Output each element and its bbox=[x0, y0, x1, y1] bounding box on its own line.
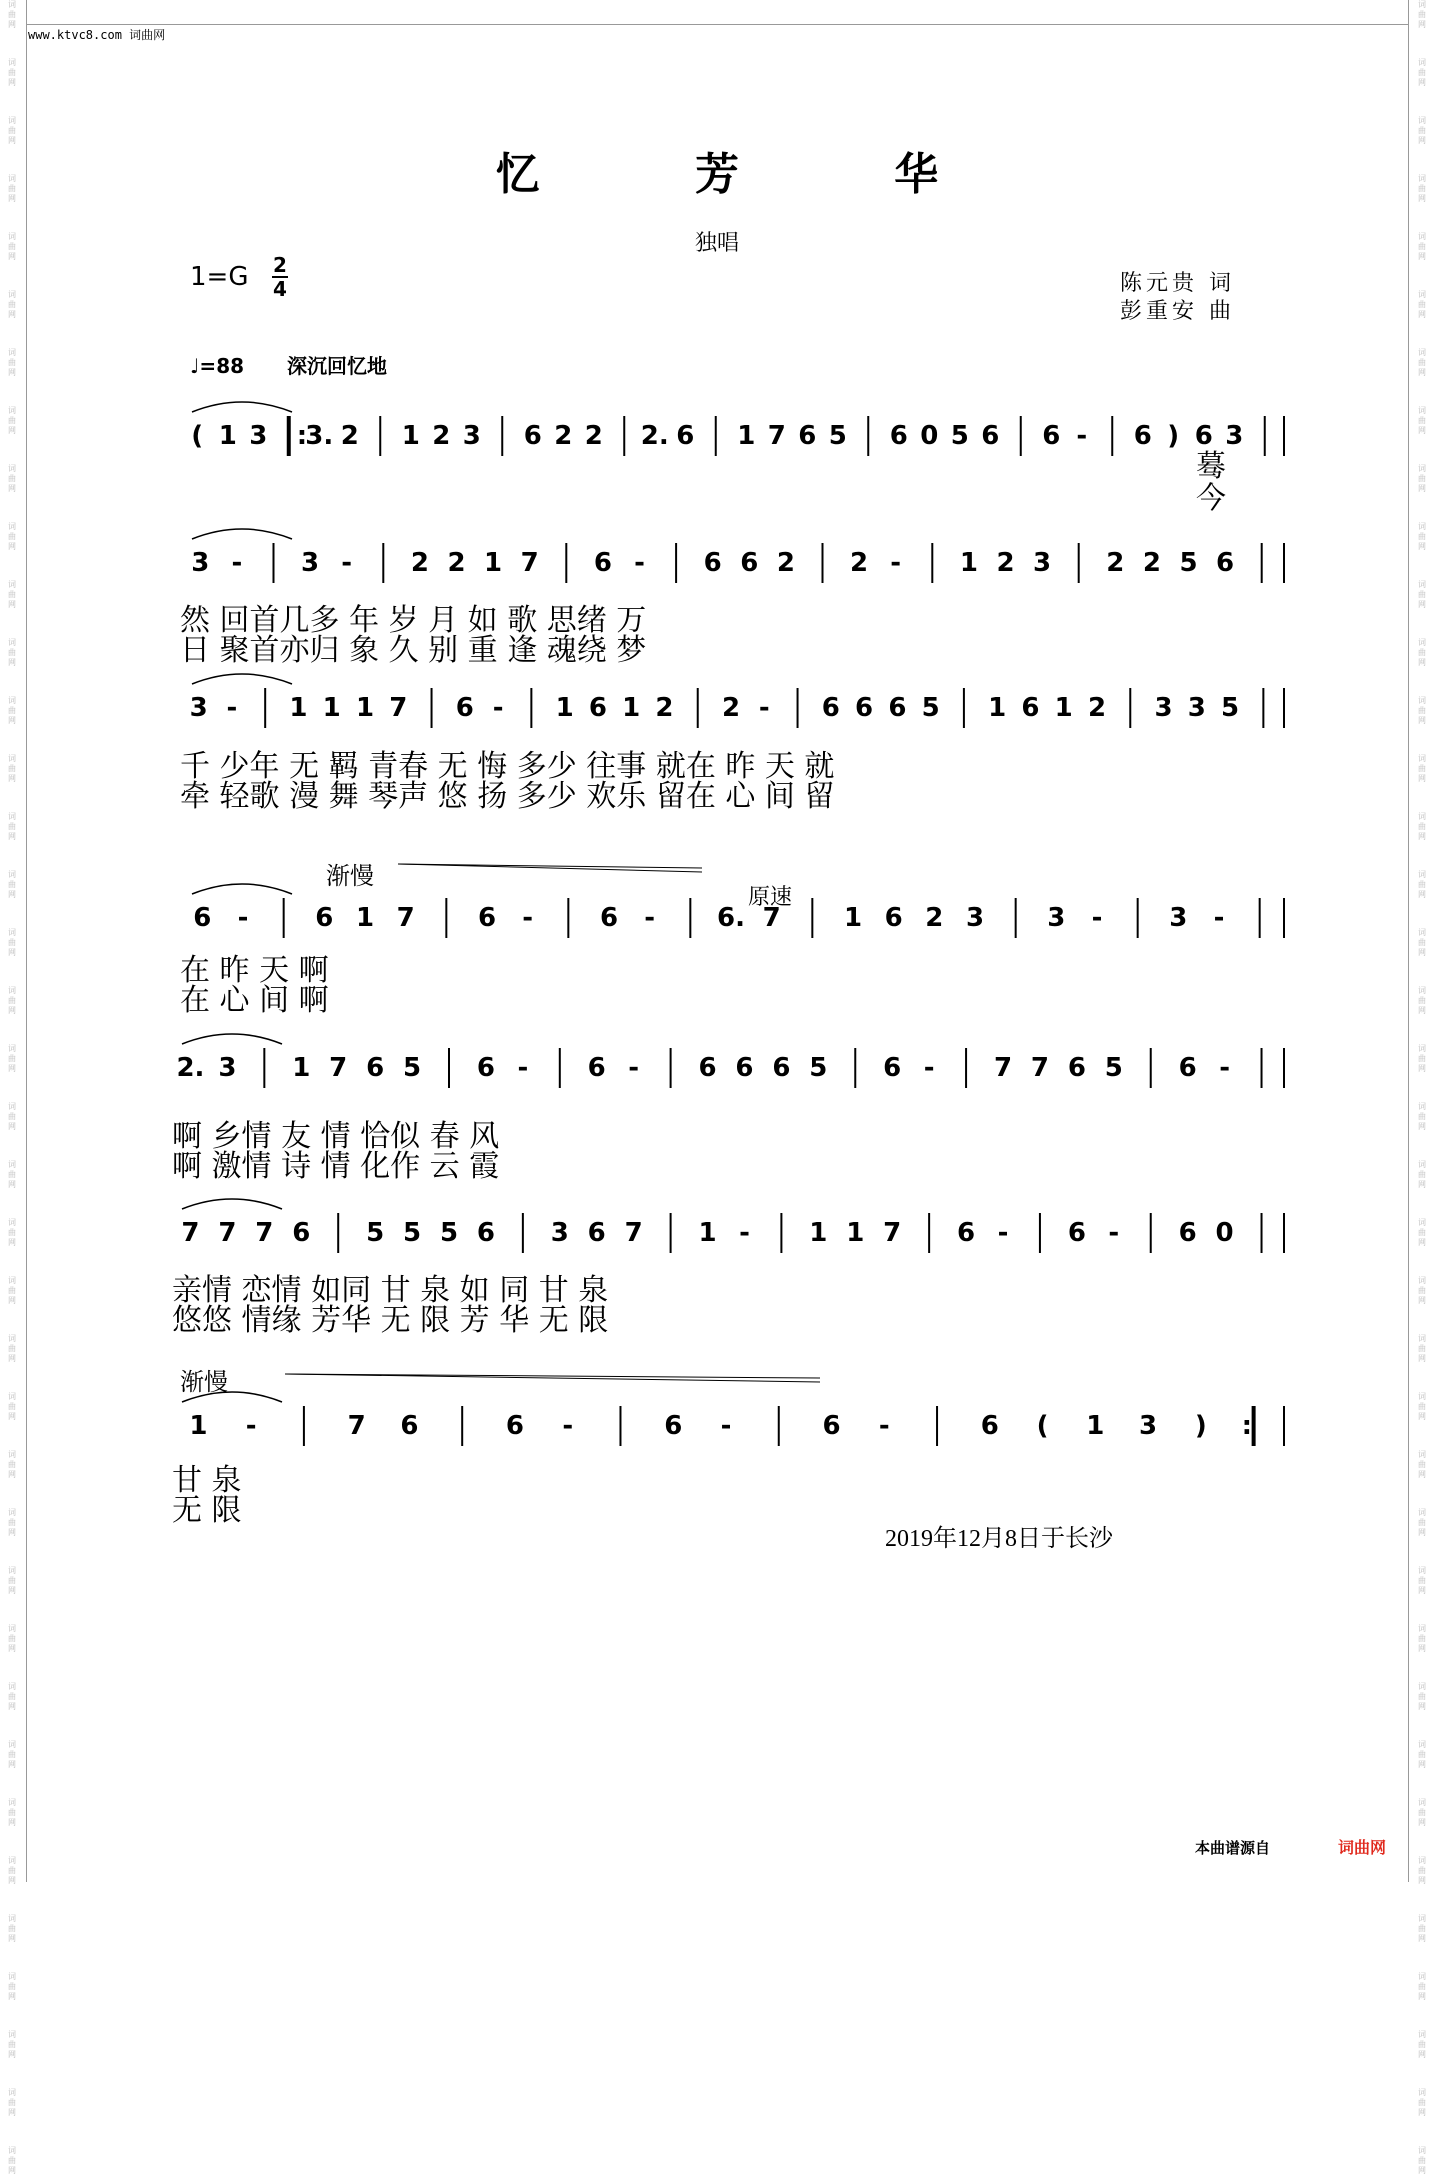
note: 3 bbox=[1187, 693, 1206, 723]
time-signature: 2 4 bbox=[273, 253, 287, 301]
note: 6 bbox=[1178, 1218, 1197, 1248]
note: - bbox=[720, 1411, 732, 1441]
margin-watermark-text: 词 曲 网 bbox=[8, 1914, 16, 1943]
margin-watermark-text: 词 曲 网 bbox=[8, 1044, 16, 1073]
margin-watermark-text: 词 曲 网 bbox=[8, 1856, 16, 1885]
note: 7 bbox=[347, 1411, 366, 1441]
note: 6 bbox=[1042, 421, 1061, 451]
note: 6 bbox=[366, 1053, 385, 1083]
note: 7 bbox=[762, 903, 781, 933]
margin-watermark-text: 词 曲 网 bbox=[8, 1566, 16, 1595]
note: 6 bbox=[822, 1411, 841, 1441]
margin-watermark-text: 词 曲 网 bbox=[1418, 1508, 1426, 1537]
note: 5 bbox=[921, 693, 940, 723]
subtitle: 独唱 bbox=[694, 231, 739, 256]
note: - bbox=[1091, 903, 1103, 933]
note: 6 bbox=[477, 903, 497, 933]
note: - bbox=[628, 1053, 640, 1083]
note: 3 bbox=[218, 1053, 237, 1083]
note: 6 bbox=[1178, 1053, 1197, 1083]
note: 6 bbox=[884, 903, 903, 933]
note: - bbox=[237, 903, 249, 933]
note: 2 bbox=[925, 903, 944, 933]
note: 3 bbox=[1139, 1411, 1158, 1441]
margin-watermark-text: 词 曲 网 bbox=[1418, 290, 1426, 319]
slur bbox=[192, 402, 292, 412]
lyric-row-7-verse-2: 无 限 bbox=[172, 1493, 242, 1528]
note: 5 bbox=[950, 421, 969, 451]
margin-watermark-text: 词 曲 网 bbox=[8, 1798, 16, 1827]
lyric-row-3-verse-1: 千 少年 无 羁 青春 无 悔 多少 往事 就在 昨 天 就 bbox=[180, 749, 835, 784]
note: 7 bbox=[767, 421, 786, 451]
note: 6 bbox=[676, 421, 695, 451]
margin-watermark-text: 词 曲 网 bbox=[1418, 1682, 1426, 1711]
note: 1 bbox=[698, 1218, 717, 1248]
note: 1 bbox=[959, 548, 978, 578]
top-frame-line bbox=[26, 24, 1408, 25]
note: - bbox=[341, 548, 353, 578]
date-note: 2019年12月8日于长沙 bbox=[885, 1526, 1113, 1552]
margin-watermark-text: 词 曲 网 bbox=[8, 754, 16, 783]
note: ) bbox=[1167, 421, 1180, 451]
margin-watermark-text: 词 曲 网 bbox=[1418, 116, 1426, 145]
lyric-row-4-verse-1: 在 昨 天 啊 bbox=[180, 953, 329, 988]
rit-hairpin-line bbox=[285, 1374, 820, 1382]
note: 6 bbox=[821, 693, 840, 723]
notation-row-2 bbox=[0, 525, 1434, 605]
note: - bbox=[1219, 1053, 1230, 1083]
note: 6. bbox=[717, 903, 745, 933]
note: 6 bbox=[772, 1053, 791, 1083]
margin-watermark-text: 词 曲 网 bbox=[1418, 1798, 1426, 1827]
margin-watermark-text: 词 曲 网 bbox=[8, 0, 16, 29]
note: 1 bbox=[189, 1411, 208, 1441]
lyric-row-7-verse-1: 甘 泉 bbox=[172, 1463, 242, 1498]
note: 2 bbox=[996, 548, 1015, 578]
margin-watermark-text: 词 曲 网 bbox=[8, 870, 16, 899]
note: - bbox=[1108, 1218, 1120, 1248]
footer-brand-link[interactable]: 词曲网 bbox=[1338, 1838, 1387, 1857]
note: 3. bbox=[305, 421, 334, 451]
margin-watermark-text: 词 曲 网 bbox=[8, 1334, 16, 1363]
margin-watermark-text: 词 曲 网 bbox=[1418, 58, 1426, 87]
note: - bbox=[1213, 903, 1225, 933]
note: 7 bbox=[255, 1218, 274, 1248]
note: 5 bbox=[1104, 1053, 1123, 1083]
notation-row-5 bbox=[0, 1030, 1434, 1120]
note: 6 bbox=[740, 548, 759, 578]
margin-watermark-text: 词 曲 网 bbox=[8, 348, 16, 377]
rit-mark-1: 渐慢 bbox=[326, 862, 374, 890]
lyric-row-5-verse-1: 啊 乡情 友 情 恰似 春 风 bbox=[172, 1119, 500, 1154]
slur bbox=[182, 1392, 282, 1402]
note: 6 bbox=[981, 421, 1000, 451]
note: 6 bbox=[587, 1218, 606, 1248]
margin-watermark-text: 词 曲 网 bbox=[1418, 1856, 1426, 1885]
note: 3 bbox=[1154, 693, 1173, 723]
lyricist-credit: 陈元贵 词 bbox=[1120, 271, 1235, 296]
note: - bbox=[878, 1411, 890, 1441]
note: 5 bbox=[1179, 548, 1198, 578]
notation-row-7 bbox=[0, 1368, 1434, 1468]
margin-watermark-text: 词 曲 网 bbox=[1418, 1102, 1426, 1131]
a-tempo-mark: 原速 bbox=[748, 885, 793, 910]
margin-watermark-text: 词 曲 网 bbox=[1418, 638, 1426, 667]
note: 6 bbox=[664, 1411, 683, 1441]
note: 1 bbox=[484, 548, 503, 578]
note: 7 bbox=[993, 1053, 1013, 1083]
tempo-expression: 深沉回忆地 bbox=[287, 354, 387, 378]
lyric-row-6-verse-1: 亲情 恋情 如同 甘 泉 如 同 甘 泉 bbox=[172, 1273, 609, 1308]
note: 6 bbox=[855, 693, 874, 723]
margin-watermark-text: 词 曲 网 bbox=[1418, 2088, 1426, 2117]
note: 2 bbox=[410, 548, 429, 578]
margin-watermark-text: 词 曲 网 bbox=[8, 812, 16, 841]
note: 1 bbox=[622, 693, 641, 723]
note: 1 bbox=[1054, 693, 1073, 723]
note: - bbox=[492, 693, 504, 723]
note: 7 bbox=[1030, 1053, 1049, 1083]
rit-mark-2: 渐慢 bbox=[180, 1368, 228, 1396]
note: 6 bbox=[883, 1053, 902, 1083]
margin-watermark-text: 词 曲 网 bbox=[1418, 464, 1426, 493]
margin-watermark-text: 词 曲 网 bbox=[8, 1972, 16, 2001]
note: 0 bbox=[1215, 1218, 1234, 1248]
note: 6 bbox=[193, 903, 212, 933]
margin-watermark-text: 词 曲 网 bbox=[1418, 2030, 1426, 2059]
note: 2 bbox=[1087, 693, 1107, 723]
rit-hairpin-line bbox=[285, 1374, 820, 1378]
note: 3 bbox=[550, 1218, 569, 1248]
note: - bbox=[231, 548, 243, 578]
note: 6 bbox=[698, 1053, 717, 1083]
note: 1 bbox=[988, 693, 1007, 723]
margin-watermark-text: 词 曲 网 bbox=[1418, 1624, 1426, 1653]
note: - bbox=[562, 1411, 574, 1441]
note: - bbox=[739, 1218, 750, 1248]
margin-watermark-text: 词 曲 网 bbox=[1418, 1566, 1426, 1595]
note: - bbox=[634, 548, 645, 578]
note: 3 bbox=[249, 421, 268, 451]
margin-watermark-text: 词 曲 网 bbox=[8, 522, 16, 551]
note: 3 bbox=[1047, 903, 1066, 933]
note: 5 bbox=[366, 1218, 385, 1248]
note: 1 bbox=[809, 1218, 828, 1248]
slur bbox=[182, 1034, 282, 1044]
margin-watermark-text: 词 曲 网 bbox=[1418, 870, 1426, 899]
note: 3 bbox=[1169, 903, 1188, 933]
margin-watermark-text: 词 曲 网 bbox=[8, 2088, 16, 2117]
note: 5 bbox=[1221, 693, 1240, 723]
margin-watermark-text: 词 曲 网 bbox=[1418, 986, 1426, 1015]
rit-hairpin-line bbox=[398, 864, 702, 868]
note: 6 bbox=[476, 1053, 495, 1083]
note: - bbox=[226, 693, 238, 723]
margin-watermark-text: 词 曲 网 bbox=[8, 290, 16, 319]
margin-watermark-text: 词 曲 网 bbox=[1418, 232, 1426, 261]
margin-watermark-text: 词 曲 网 bbox=[8, 696, 16, 725]
note: 6 bbox=[1216, 548, 1235, 578]
note: 1 bbox=[355, 693, 375, 723]
note: 6 bbox=[1067, 1053, 1086, 1083]
slur bbox=[192, 529, 292, 539]
repeat-sign: : bbox=[1241, 1411, 1253, 1441]
margin-watermark-text: 词 曲 网 bbox=[8, 1276, 16, 1305]
lyric-row-4-verse-2: 在 心 间 啊 bbox=[180, 983, 329, 1018]
margin-watermark-text: 词 曲 网 bbox=[1418, 174, 1426, 203]
note: 7 bbox=[389, 693, 408, 723]
note: 1 bbox=[555, 693, 574, 723]
note: 6 bbox=[703, 548, 722, 578]
note: 6 bbox=[455, 693, 474, 723]
note: 2 bbox=[584, 421, 603, 451]
note: 5 bbox=[828, 421, 847, 451]
note: 1 bbox=[289, 693, 308, 723]
rit-hairpin-line bbox=[398, 864, 702, 872]
lyric-row-1-verse-1: 蓦 bbox=[1196, 449, 1226, 484]
note: 5 bbox=[809, 1053, 828, 1083]
margin-watermark-text: 词 曲 网 bbox=[1418, 1392, 1426, 1421]
note: 2 bbox=[1142, 548, 1161, 578]
margin-watermark-text: 词 曲 网 bbox=[1418, 1044, 1426, 1073]
note: 2 bbox=[447, 548, 466, 578]
lyric-row-1-verse-2: 今 bbox=[1196, 481, 1226, 516]
note: 1 bbox=[737, 421, 756, 451]
notation-row-3 bbox=[0, 670, 1434, 750]
margin-watermark-text: 词 曲 网 bbox=[1418, 1160, 1426, 1189]
slur bbox=[192, 674, 292, 684]
margin-watermark-text: 词 曲 网 bbox=[8, 986, 16, 1015]
margin-watermark-text: 词 曲 网 bbox=[8, 1392, 16, 1421]
note: 6 bbox=[1021, 693, 1040, 723]
slur bbox=[182, 1199, 282, 1209]
note: 7 bbox=[520, 548, 539, 578]
note: 6 bbox=[980, 1411, 999, 1441]
note: 6 bbox=[292, 1218, 311, 1248]
margin-watermark-text: 词 曲 网 bbox=[8, 580, 16, 609]
note: 2 bbox=[340, 421, 359, 451]
margin-watermark-text: 词 曲 网 bbox=[8, 174, 16, 203]
note: 6 bbox=[505, 1411, 524, 1441]
note: - bbox=[517, 1053, 529, 1083]
margin-watermark-text: 词 曲 网 bbox=[8, 116, 16, 145]
margin-watermark-text: 词 曲 网 bbox=[1418, 754, 1426, 783]
note: 6 bbox=[798, 421, 817, 451]
tempo-bpm: ♩=88 bbox=[190, 354, 245, 378]
note: - bbox=[644, 903, 656, 933]
margin-watermark-text: 词 曲 网 bbox=[8, 464, 16, 493]
note: 3 bbox=[1033, 548, 1052, 578]
note: 6 bbox=[588, 693, 607, 723]
note: 1 bbox=[322, 693, 341, 723]
margin-watermark-text: 词 曲 网 bbox=[8, 1102, 16, 1131]
note: 7 bbox=[329, 1053, 348, 1083]
note: 3 bbox=[1225, 421, 1244, 451]
margin-watermark-text: 词 曲 网 bbox=[1418, 928, 1426, 957]
note: 3 bbox=[189, 693, 208, 723]
note: 7 bbox=[181, 1218, 200, 1248]
note: 2 bbox=[554, 421, 573, 451]
margin-watermark-text: 词 曲 网 bbox=[8, 232, 16, 261]
lyric-row-2-verse-2: 日 聚首亦归 象 久 别 重 逢 魂绕 梦 bbox=[180, 633, 647, 668]
note: 7 bbox=[624, 1218, 643, 1248]
margin-watermark-text: 词 曲 网 bbox=[8, 2146, 16, 2175]
footer-source: 本曲谱源自 bbox=[1195, 1839, 1271, 1857]
margin-watermark-text: 词 曲 网 bbox=[8, 1508, 16, 1537]
margin-watermark-text: 词 曲 网 bbox=[1418, 812, 1426, 841]
note: 1 bbox=[843, 903, 863, 933]
tempo-marking bbox=[190, 350, 387, 379]
margin-watermark-text: 词 曲 网 bbox=[8, 1740, 16, 1769]
note: 1 bbox=[846, 1218, 865, 1248]
composer-credit: 彭重安 曲 bbox=[1120, 299, 1235, 324]
note: ( bbox=[191, 421, 204, 451]
margin-watermark-text: 词 曲 网 bbox=[8, 58, 16, 87]
note: 6 bbox=[315, 903, 334, 933]
note: - bbox=[245, 1411, 257, 1441]
note: ) bbox=[1194, 1411, 1207, 1441]
note: 6 bbox=[1194, 421, 1213, 451]
margin-watermark-text: 词 曲 网 bbox=[1418, 348, 1426, 377]
margin-watermark-text: 词 曲 网 bbox=[1418, 580, 1426, 609]
note: 2. bbox=[640, 421, 669, 451]
margin-watermark-text: 词 曲 网 bbox=[1418, 1218, 1426, 1247]
note: 6 bbox=[400, 1411, 419, 1441]
note: 5 bbox=[403, 1218, 422, 1248]
note: 3 bbox=[965, 903, 985, 933]
lyric-row-2-verse-1: 然 回首几多 年 岁 月 如 歌 思绪 万 bbox=[180, 603, 647, 638]
margin-watermark-text: 词 曲 网 bbox=[8, 406, 16, 435]
note: 6 bbox=[593, 548, 612, 578]
note: - bbox=[997, 1218, 1009, 1248]
note: 2 bbox=[655, 693, 674, 723]
margin-watermark-text: 词 曲 网 bbox=[8, 928, 16, 957]
note: 0 bbox=[920, 421, 939, 451]
note: 2 bbox=[850, 548, 869, 578]
margin-watermark-text: 词 曲 网 bbox=[1418, 696, 1426, 725]
note: - bbox=[1076, 421, 1088, 451]
note: 3 bbox=[191, 548, 210, 578]
note: 3 bbox=[462, 421, 481, 451]
note: 7 bbox=[883, 1218, 902, 1248]
note: - bbox=[890, 548, 902, 578]
margin-watermark-text: 词 曲 网 bbox=[1418, 2146, 1426, 2175]
notation-row-4 bbox=[0, 860, 1434, 960]
margin-watermark-text: 词 曲 网 bbox=[1418, 1450, 1426, 1479]
margin-watermark-text: 词 曲 网 bbox=[8, 1160, 16, 1189]
note: 6 bbox=[957, 1218, 976, 1248]
margin-watermark-text: 词 曲 网 bbox=[1418, 1334, 1426, 1363]
lyric-row-3-verse-2: 牵 轻歌 漫 舞 琴声 悠 扬 多少 欢乐 留在 心 间 留 bbox=[180, 779, 835, 814]
margin-watermark-text: 词 曲 网 bbox=[1418, 1972, 1426, 2001]
note: 6 bbox=[523, 421, 542, 451]
slur bbox=[192, 884, 292, 894]
lyric-row-5-verse-2: 啊 激情 诗 情 化作 云 霞 bbox=[172, 1149, 500, 1184]
key-signature: 1=G bbox=[190, 262, 249, 292]
margin-watermark-text: 词 曲 网 bbox=[8, 1218, 16, 1247]
note: 5 bbox=[403, 1053, 422, 1083]
margin-watermark-text: 词 曲 网 bbox=[1418, 0, 1426, 29]
margin-watermark-text: 词 曲 网 bbox=[8, 1624, 16, 1653]
note: 1 bbox=[401, 421, 420, 451]
note: 2 bbox=[776, 548, 795, 578]
note: 5 bbox=[439, 1218, 459, 1248]
note: 1 bbox=[1086, 1411, 1105, 1441]
margin-watermark-text: 词 曲 网 bbox=[8, 1682, 16, 1711]
note: 2. bbox=[176, 1053, 205, 1083]
margin-watermark-text: 词 曲 网 bbox=[1418, 1740, 1426, 1769]
note: 6 bbox=[889, 421, 908, 451]
margin-watermark-text: 词 曲 网 bbox=[8, 638, 16, 667]
note: 6 bbox=[888, 693, 907, 723]
note: 6 bbox=[1133, 421, 1152, 451]
margin-watermark-text: 词 曲 网 bbox=[8, 2030, 16, 2059]
note: 6 bbox=[735, 1053, 754, 1083]
margin-watermark-text: 词 曲 网 bbox=[1418, 522, 1426, 551]
note: - bbox=[522, 903, 534, 933]
site-header[interactable]: www.ktvc8.com 词曲网 bbox=[28, 28, 166, 42]
note: ( bbox=[1036, 1411, 1049, 1441]
page-title: 忆 芳 华 bbox=[495, 149, 1009, 200]
margin-watermark-text: 词 曲 网 bbox=[1418, 1914, 1426, 1943]
note: 3 bbox=[301, 548, 320, 578]
note: 1 bbox=[292, 1053, 311, 1083]
note: 6 bbox=[476, 1218, 495, 1248]
note: 2 bbox=[721, 693, 741, 723]
note: 1 bbox=[355, 903, 375, 933]
lyric-row-6-verse-2: 悠悠 情缘 芳华 无 限 芳 华 无 限 bbox=[172, 1303, 609, 1338]
note: - bbox=[758, 693, 770, 723]
note: 1 bbox=[218, 421, 237, 451]
note: 7 bbox=[218, 1218, 237, 1248]
note: 6 bbox=[599, 903, 619, 933]
repeat-sign: : bbox=[296, 421, 308, 451]
margin-watermark-text: 词 曲 网 bbox=[1418, 406, 1426, 435]
note: 6 bbox=[1067, 1218, 1086, 1248]
margin-watermark-text: 词 曲 网 bbox=[1418, 1276, 1426, 1305]
note: 2 bbox=[432, 421, 451, 451]
notation-row-6 bbox=[0, 1195, 1434, 1275]
note: 2 bbox=[1106, 548, 1125, 578]
note: - bbox=[923, 1053, 935, 1083]
margin-watermark-text: 词 曲 网 bbox=[8, 1450, 16, 1479]
note: 6 bbox=[587, 1053, 606, 1083]
note: 7 bbox=[396, 903, 415, 933]
